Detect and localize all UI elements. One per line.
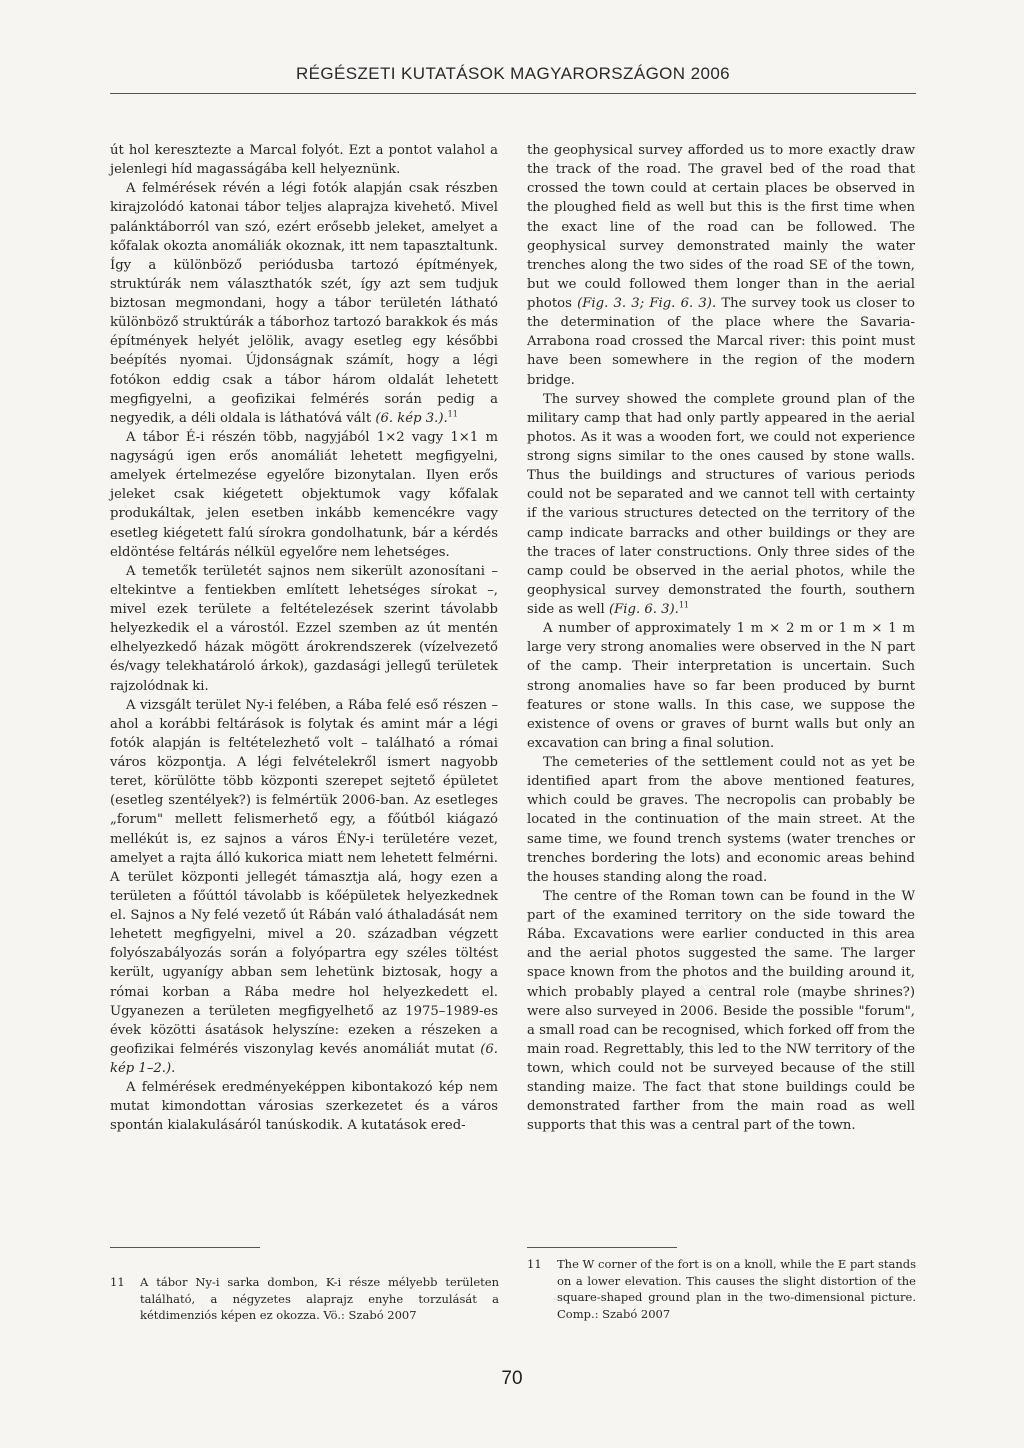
paragraph: The centre of the Roman town can be found in the W part of the examined territory on the side toward the Rába. Excavations were earlier conducted in this area and the aerial photos suggested the same. The larger space known from the photos and the building around it, which probably played a central role (maybe shrines?) were also surveyed in 2006. Beside the possible "forum", a small road can be recognised, which forked off from the main road. Regrettably, this led to the NW territory of the town, which could not be surveyed because of the still standing maize. The fact that stone buildings could be demonstrated farther from the main road as well supports that this was a central part of the town. — [527, 888, 915, 1134]
paragraph — [527, 390, 915, 620]
paragraph-text: A vizsgált terület Ny-i felében, a Rába felé eső részen – ahol a korábbi feltárások is folytak és amint már a légi fotók alapján is feltételezhető volt – található a római város központja. A légi felvételekről ismert nagyobb teret, körülötte több központi szerepet sejtető épületet (esetleg szentélyek?) is felmértük 2006-ban. Az esetleges „forum" mellett felismerhető egy, a főútból kiágazó mellékút is, ez sajnos a város ÉNy-i területére vezet, amelyet a rajta álló kukorica miatt nem lehetett felmérni. A terület központi jellegét támasztja alá, hogy ezen a területen a főúttól távolabb is kőépületek helyezkednek el. Sajnos a Ny felé vezető út Rábán való áthaladását nem lehetett megfigyelni, mivel a 20. században végzett folyószabályozás során a folyópartra egy széles töltést került, ugyanígy abban sem lehetünk biztosak, hogy a római korban a Rába medre hol helyezkedett el. Ugyanezen a területen megfigyelhető az 1975–1989-es évek közötti ásatások helyszíne: ezeken a részeken a geofizikai felmérés viszonylag kevés anomáliát mutat — [110, 697, 498, 1057]
footnote-text: The W corner of the fort is on a knoll, while the E part stands on a lower elevation. This causes the slight distortion of the square-shaped ground plan in the two-dimensional picture. Comp.: Szabó 2007 — [557, 1257, 916, 1321]
paragraph — [527, 141, 915, 390]
paragraph-text: A felmérések révén a légi fotók alapján csak részben kirajzolódó katonai tábor teljes alaprajza kivehető. Mivel palánktáborról van szó, ezért erősebb jeleket, amelyet a kőfalak okozta anomáliák okoznak, itt nem tapasztaltunk. Így a különböző periódusba tartozó építmények, struktúrák nem választhatók szét, így azt sem tudjuk biztosan megmondani, hogy a tábor területén látható különböző struktúrák a táborhoz tartozó barakkok és más építmények helyét jelölik, avagy esetleg egy későbbi beépítés nyomai. Újdonságnak számít, hogy a légi fotókon eddig csak a tábor három oldalát lehetett megfigyelni, a geofizikai felmérés során pedig a negyedik, a déli oldala is láthatóvá vált — [110, 181, 498, 426]
footnote-left — [110, 1274, 499, 1324]
figure-reference: (6. kép 3.). — [375, 410, 448, 426]
footnote-rule — [527, 1247, 677, 1248]
paragraph-text: The survey showed the complete ground plan of the military camp that had only partly appeared in the aerial photos. As it was a wooden fort, we could not experience strong signs similar to the ones caused by stone walls. Thus the buildings and structures of various periods could not be separated and we cannot tell with certainty if the various structures detected on the territory of the camp indicate barracks and other buildings or they are the traces of later constructions. Only three sides of the camp could be observed in the aerial photos, while the geophysical survey demonstrated the fourth, southern side as well — [527, 391, 915, 617]
footnote-number: 11 — [110, 1275, 125, 1289]
figure-reference: (6. kép 1–2.). — [110, 1041, 498, 1076]
paragraph: A tábor É-i részén több, nagyjából 1×2 vagy 1×1 m nagyságú igen erős anomáliát lehetett megfigyelni, amelyek értelmezése egyelőre bizonytalan. Ilyen erős jeleket csak kiégetett objektumok vagy kőfalak produkáltak, jelen esetben inkább kemencékre vagy esetleg kiégetett falú sírokra gondolhatunk, bár a kérdés eldöntése feltárás nélkül egyelőre nem lehetséges. — [110, 429, 498, 560]
right-column-english — [527, 141, 915, 1136]
footnote-number: 11 — [527, 1257, 542, 1271]
paragraph: A felmérések eredményeképpen kibontakozó kép nem mutat kimondottan városias szerkezetet és a város spontán kialakulásáról tanúskodik. A kutatások ered- — [110, 1080, 498, 1134]
paragraph-text: The survey took us closer to the determination of the place where the Savaria-Arrabona road crossed the Marcal river: this point must have been somewhere in the region of the modern bridge. — [527, 296, 915, 388]
running-head: RÉGÉSZETI KUTATÁSOK MAGYARORSZÁGON 2006 — [295, 64, 731, 83]
paragraph: út hol keresztezte a Marcal folyót. Ezt a pontot valahol a jelenlegi híd magasságába kell helyeznünk. — [110, 143, 498, 178]
footnote-marker: 11 — [447, 409, 458, 419]
footnote-text: A tábor Ny-i sarka dombon, K-i része mélyebb területen található, a négyzetes alaprajz enyhe torzulását a kétdimenziós képen ez okozza. Vö.: Szabó 2007 — [140, 1275, 499, 1322]
page-number: 70 — [501, 1368, 523, 1389]
left-column-hungarian — [110, 141, 498, 1136]
paragraph: A number of approximately 1 m × 2 m or 1 m × 1 m large very strong anomalies were observed in the N part of the camp. Their interpretation is uncertain. Such strong anomalies have so far been produced by burnt features or stone walls. In this case, we suppose the existence of ovens or graves of burnt walls but only an excavation can bring a final solution. — [527, 621, 915, 751]
paragraph — [110, 696, 498, 1079]
paragraph: A temetők területét sajnos nem sikerült azonosítani – eltekintve a fentiekben említett lehetséges sírokat –, mivel ezek területe a feltételezések szerint távolabb helyezkedik el a várostól. Ezzel szemben az út mentén elhelyezkedő házak mögött árokrendszerek (vízelvezető és/vagy telekhatároló árkok), gazdasági jellegű területek rajzolódnak ki. — [110, 563, 498, 694]
header-rule — [110, 93, 916, 94]
paragraph — [110, 179, 498, 428]
paragraph-text: the geophysical survey afforded us to more exactly draw the track of the road. The gravel bed of the road that crossed the town could at certain places be observed in the ploughed field as well but this is the first time when the exact line of the road can be followed. The geophysical survey demonstrated mainly the water trenches along the two sides of the road SE of the town, but we could followed them longer than in the aerial photos — [527, 143, 915, 311]
figure-reference: (Fig. 6. 3). — [608, 602, 679, 617]
paragraph: The cemeteries of the settlement could not as yet be identified apart from the above mentioned features, which could be graves. The necropolis can probably be located in the continuation of the main street. At the same time, we found trench systems (water trenches or trenches bordering the lots) and economic areas behind the houses standing along the road. — [527, 755, 915, 885]
footnote-right — [527, 1256, 916, 1322]
footnote-rule — [110, 1247, 260, 1248]
figure-reference: (Fig. 3. 3; Fig. 6. 3). — [577, 296, 717, 311]
footnote-marker: 11 — [678, 600, 690, 610]
